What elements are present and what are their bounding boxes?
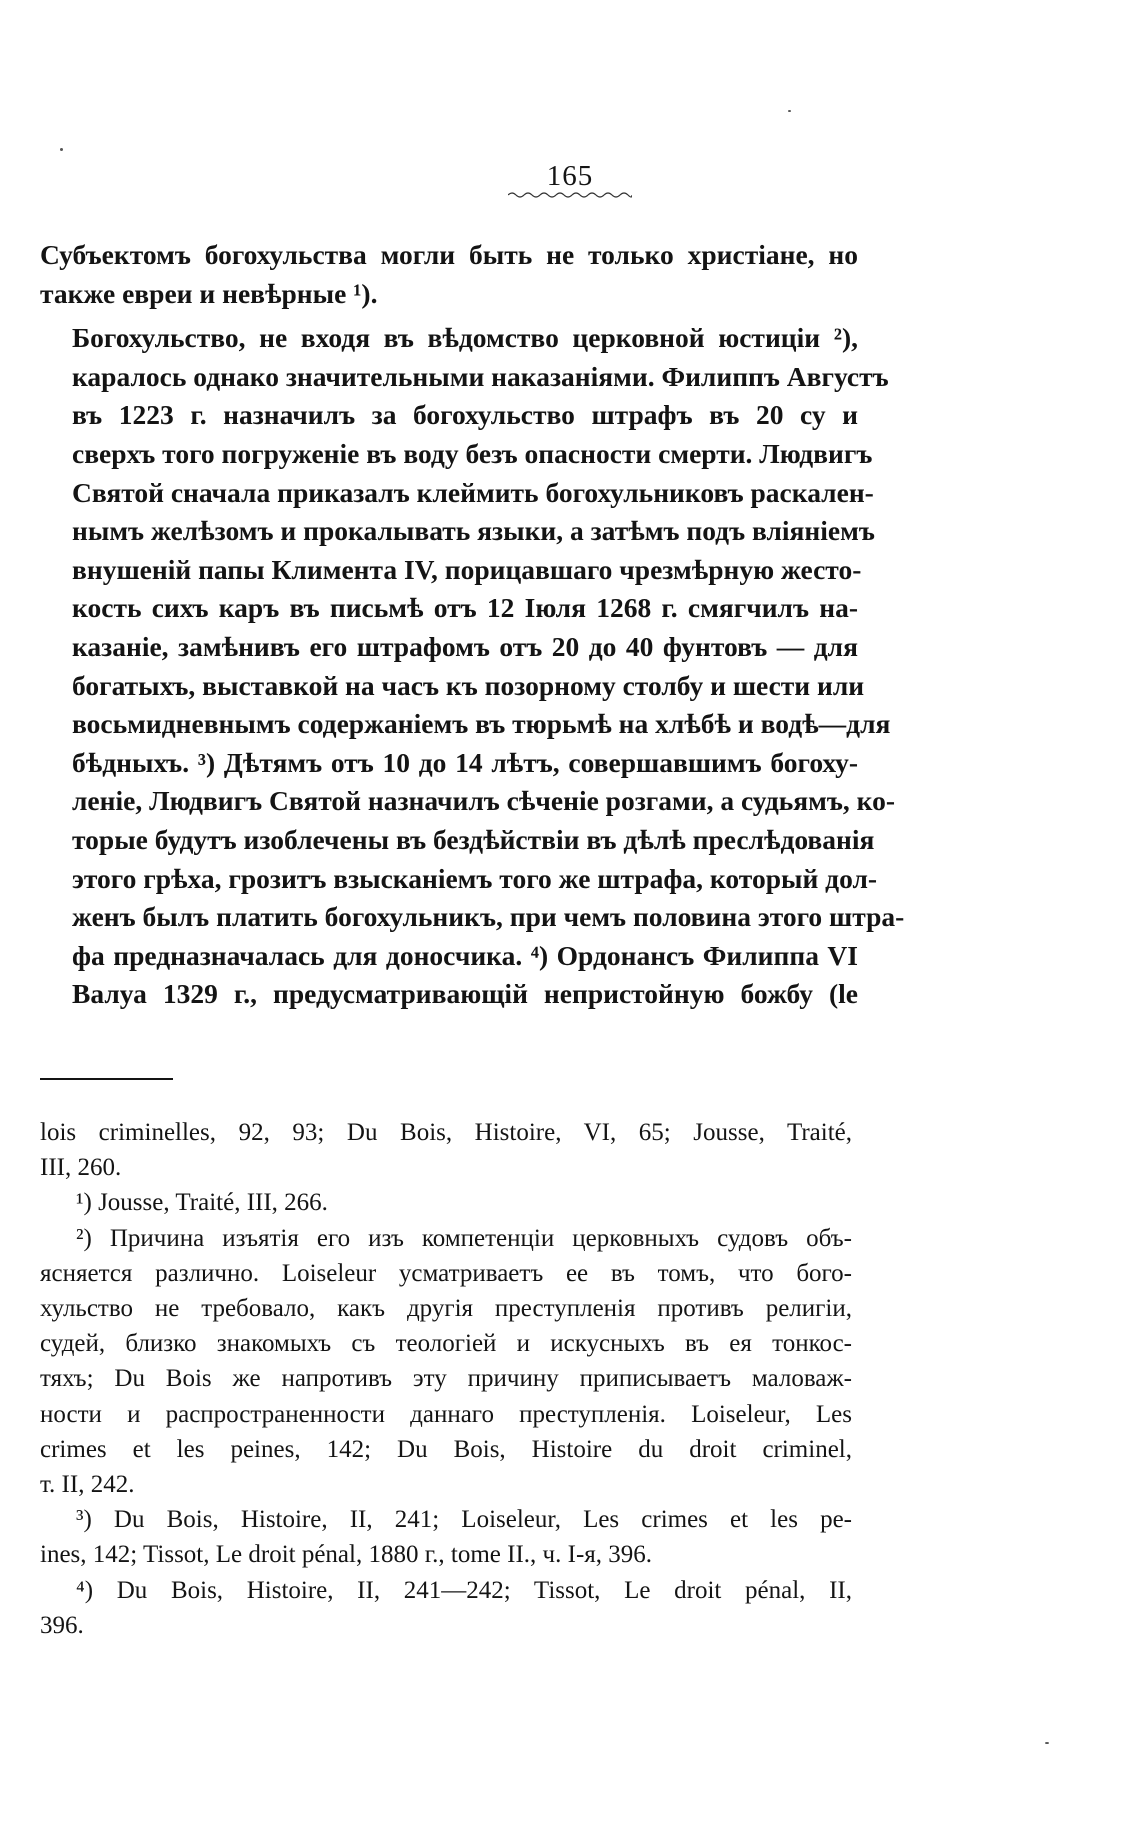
- text-line: нымъ желѣзомъ и прокалывать языки, а затѣмъ подъ вліяніемъ: [72, 515, 875, 547]
- footnote-line: ²) Причина изъятія его изъ компетенціи церковныхъ судовъ объ-: [76, 1224, 852, 1252]
- text-line: внушеній папы Климента IV, порицавшаго чрезмѣрную жесто-: [72, 553, 862, 585]
- text-line: женъ былъ платить богохульникъ, при чемъ половина этого штра-: [72, 901, 905, 933]
- footnote-line: ines, 142; Tissot, Le droit pénal, 1880 г., tome II., ч. I-я, 396.: [40, 1541, 653, 1569]
- footnote-1: [40, 1185, 852, 1220]
- footnote-line: lois criminelles, 92, 93; Du Bois, Histoire, VI, 65; Jousse, Traité,: [40, 1119, 852, 1146]
- footnote-separator: [40, 1078, 173, 1080]
- text-line: бѣдныхъ. ³) Дѣтямъ отъ 10 до 14 лѣтъ, совершавшимъ богоху-: [72, 746, 858, 778]
- text-line: въ 1223 г. назначилъ за богохульство штрафъ въ 20 су и: [72, 399, 858, 431]
- footnote-line: 396.: [40, 1611, 84, 1639]
- scan-speck: [1045, 1742, 1049, 1744]
- footnote-line: судей, близко знакомыхъ съ теологіей и искусныхъ въ ея тонкос-: [40, 1330, 852, 1358]
- text-line: леніе, Людвигъ Святой назначилъ сѣченіе розгами, а судьямъ, ко-: [72, 785, 896, 817]
- text-line: фа предназначалась для доносчика. ⁴) Ордонансъ Филиппа VI: [72, 939, 858, 971]
- text-line: восьмидневнымъ содержаніемъ въ тюрьмѣ на хлѣбѣ и водѣ—для: [72, 708, 891, 740]
- text-line: этого грѣха, грозитъ взысканіемъ того же штрафа, который дол-: [72, 862, 878, 894]
- paragraph-2: [40, 319, 905, 1014]
- footnote-2: [40, 1221, 852, 1503]
- text-line: кость сихъ каръ въ письмѣ отъ 12 Іюля 1268 г. смягчилъ на-: [72, 592, 858, 624]
- text-line: Святой сначала приказалъ клеймить богохульниковъ раскален-: [72, 476, 874, 508]
- footnote-line: ясняется различно. Loiseleur усматриваетъ ее въ томъ, что бого-: [40, 1259, 852, 1287]
- footnote-line: т. II, 242.: [40, 1471, 135, 1499]
- page-number: 165: [546, 160, 594, 192]
- main-text: [40, 236, 905, 1014]
- footnote-line: ³) Du Bois, Histoire, II, 241; Loiseleur, Les crimes et les pe-: [76, 1506, 852, 1534]
- text-line: богатыхъ, выставкой на часъ къ позорному столбу и шести или: [72, 669, 865, 701]
- text-line: каралось однако значительными наказаніями. Филиппъ Августъ: [72, 360, 889, 392]
- text-line: Богохульство, не входя въ вѣдомство церковной юстиціи ²),: [72, 322, 858, 354]
- page-header: [0, 160, 1140, 199]
- paragraph-1: [40, 236, 858, 313]
- footnote-continued: [40, 1115, 852, 1185]
- footnotes: [40, 1115, 852, 1643]
- footnote-3: [40, 1502, 852, 1572]
- footnote-line: хульство не требовало, какъ другія преступленія противъ религіи,: [40, 1295, 852, 1323]
- footnote-4: [40, 1573, 852, 1643]
- footnote-line: III, 260.: [40, 1154, 122, 1182]
- text-line: Валуа 1329 г., предусматривающій непристойную божбу (le: [72, 978, 858, 1010]
- text-line: торые будутъ изоблечены въ бездѣйствіи въ дѣлѣ преслѣдованія: [72, 823, 875, 855]
- scan-speck: [788, 110, 791, 112]
- scan-speck: [60, 148, 63, 151]
- text-line: Субъектомъ богохульства могли быть не только христіане, но: [40, 239, 858, 270]
- footnote-line: ности и распространенности даннаго преступленія. Loiseleur, Les: [40, 1400, 852, 1428]
- text-line: также евреи и невѣрные ¹).: [40, 277, 378, 309]
- text-line: казаніе, замѣнивъ его штрафомъ отъ 20 до 40 фунтовъ — для: [72, 630, 858, 662]
- footnote-line: ¹) Jousse, Traité, III, 266.: [76, 1189, 328, 1217]
- footnote-line: crimes et les peines, 142; Du Bois, Histoire du droit criminel,: [40, 1435, 852, 1463]
- footnote-line: тяхъ; Du Bois же напротивъ эту причину приписываетъ маловаж-: [40, 1365, 852, 1393]
- footnote-line: ⁴) Du Bois, Histoire, II, 241—242; Tissot, Le droit pénal, II,: [76, 1576, 852, 1604]
- text-line: сверхъ того погруженіе въ воду безъ опасности смерти. Людвигъ: [72, 437, 873, 469]
